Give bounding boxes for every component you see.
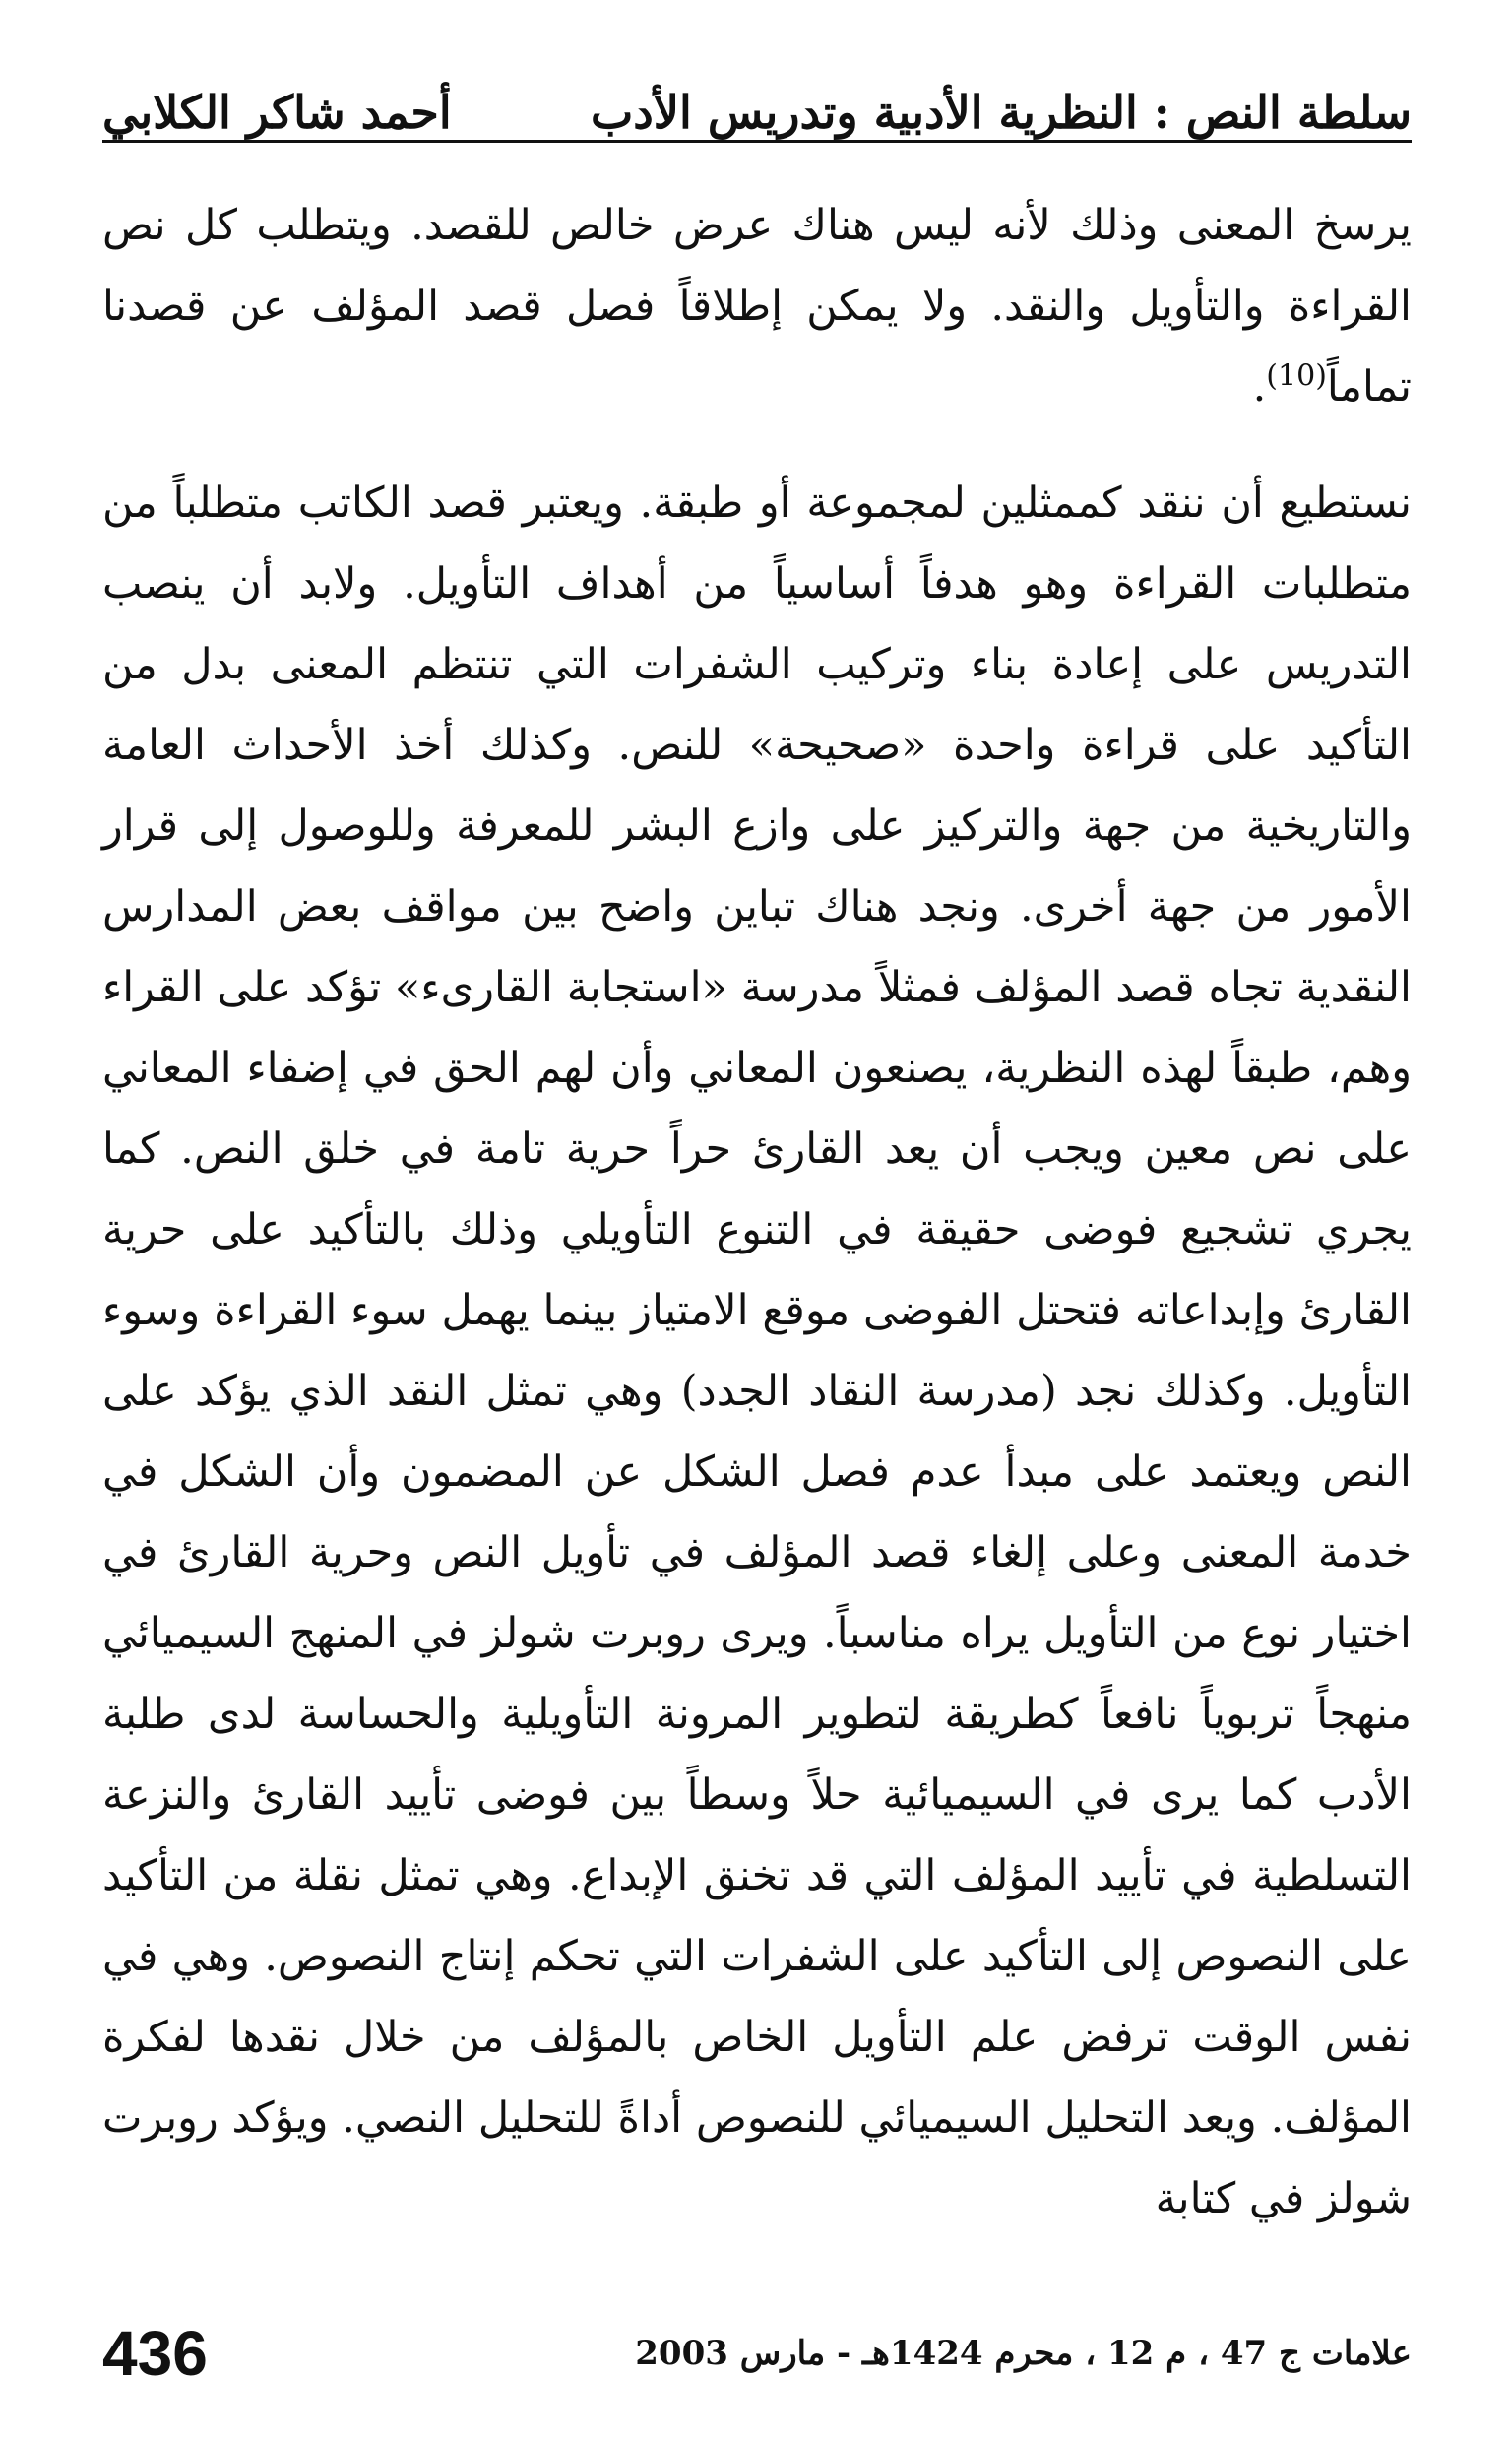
paragraph	[102, 463, 1412, 2239]
paragraph-text: يرسخ المعنى وذلك لأنه ليس هناك عرض خالص للقصد. ويتطلب كل نص القراءة والتأويل والنقد. ولا يمكن إطلاقاً فصل قصد المؤلف عن قصدنا تماماً	[102, 201, 1412, 412]
page-number: 436	[102, 2318, 208, 2389]
header-author: أحمد شاكر الكلابي	[102, 86, 452, 139]
journal-info: علامات ج 47 ، م 12 ، محرم 1424هـ - مارس 2003	[635, 2334, 1412, 2373]
paragraph-text: نستطيع أن ننقد كممثلين لمجموعة أو طبقة. ويعتبر قصد الكاتب متطلباً من متطلبات القراءة وهو هدفاً أساسياً من أهداف التأويل. ولابد أن ينصب التدريس على إعادة بناء وتركيب الشفرات التي تنتظم المعنى بدل من التأكيد على قراءة واحدة «صحيحة» للنص. وكذلك أخذ الأحداث العامة والتاريخية من جهة والتركيز على وازع البشر للمعرفة وللوصول إلى قرار الأمور من جهة أخرى. ونجد هناك تباين واضح بين مواقف بعض المدارس النقدية تجاه قصد المؤلف فمثلاً مدرسة «استجابة القارىء» تؤكد على القراء وهم، طبقاً لهذه النظرية، يصنعون المعاني وأن لهم الحق في إضفاء المعاني على نص معين ويجب أن يعد القارئ حراً حرية تامة في خلق النص. كما يجري تشجيع فوضى حقيقة في التنوع التأويلي وذلك بالتأكيد على حرية القارئ وإبداعاته فتحتل الفوضى موقع الامتياز بينما يهمل سوء القراءة وسوء التأويل. وكذلك نجد (مدرسة النقاد الجدد) وهي تمثل النقد الذي يؤكد على النص ويعتمد على مبدأ عدم فصل الشكل عن المضمون وأن الشكل في خدمة المعنى وعلى إلغاء قصد المؤلف في تأويل النص وحرية القارئ في اختيار نوع من التأويل يراه مناسباً. ويرى روبرت شولز في المنهج السيميائي منهجاً تربوياً نافعاً كطريقة لتطوير المرونة التأويلية والحساسة لدى طلبة الأدب كما يرى في السيميائية حلاً وسطاً بين فوضى تأييد القارئ والنزعة التسلطية في تأييد المؤلف التي قد تخنق الإبداع. وهي تمثل نقلة من التأكيد على النصوص إلى التأكيد على الشفرات التي تحكم إنتاج النصوص. وهي في نفس الوقت ترفض علم التأويل الخاص بالمؤلف من خلال نقدها لفكرة المؤلف. ويعد التحليل السيميائي للنصوص أداةً للتحليل النصي. ويؤكد روبرت شولز في كتابة	[102, 479, 1412, 2223]
footnote-reference: (10)	[1266, 358, 1327, 394]
header-title: سلطة النص : النظرية الأدبية وتدريس الأدب	[591, 86, 1412, 139]
paragraph	[102, 185, 1412, 427]
page-footer	[102, 2314, 1412, 2393]
paragraph-trailing-punctuation: .	[1252, 362, 1267, 412]
running-header	[102, 59, 1412, 142]
header-divider	[102, 140, 1412, 143]
body-text	[102, 185, 1412, 2239]
